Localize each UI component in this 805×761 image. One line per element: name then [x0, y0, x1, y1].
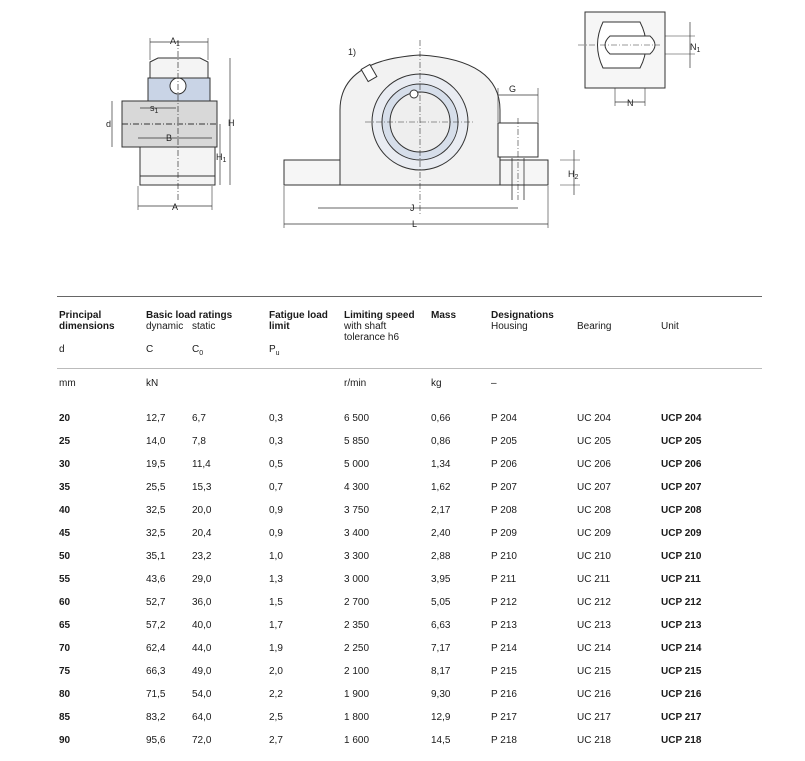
- cell-unit: UCP 209: [661, 528, 702, 539]
- cell-static: 36,0: [192, 597, 212, 608]
- cell-static: 15,3: [192, 482, 212, 493]
- header-principal: Principal dimensions: [59, 310, 115, 332]
- cell-d: 85: [59, 712, 71, 723]
- cell-speed: 1 900: [344, 689, 370, 700]
- dim-b: B: [166, 133, 173, 143]
- cell-static: 11,4: [192, 459, 211, 470]
- cell-housing: P 206: [491, 459, 517, 470]
- cell-dynamic: 52,7: [146, 597, 166, 608]
- cell-housing: P 218: [491, 735, 517, 746]
- cell-d: 45: [59, 528, 71, 539]
- cell-d: 55: [59, 574, 71, 585]
- table-mid-rule: [57, 368, 762, 369]
- cell-fatigue: 2,0: [269, 666, 283, 677]
- cell-d: 40: [59, 505, 71, 516]
- cell-dynamic: 66,3: [146, 666, 166, 677]
- cell-housing: P 211: [491, 574, 517, 585]
- dim-l: L: [412, 219, 418, 229]
- cell-d: 30: [59, 459, 71, 470]
- cell-housing: P 212: [491, 597, 517, 608]
- cell-bearing: UC 210: [577, 551, 611, 562]
- cell-dynamic: 32,5: [146, 528, 166, 539]
- table-row: [57, 458, 762, 481]
- cell-d: 65: [59, 620, 71, 631]
- header-housing: Housing: [491, 321, 528, 332]
- cell-fatigue: 0,9: [269, 505, 283, 516]
- header-unit: Unit: [661, 321, 679, 332]
- cell-unit: UCP 204: [661, 413, 702, 424]
- cell-fatigue: 0,9: [269, 528, 283, 539]
- cell-mass: 2,88: [431, 551, 451, 562]
- cell-static: 64,0: [192, 712, 212, 723]
- cell-static: 49,0: [192, 666, 212, 677]
- cell-dynamic: 43,6: [146, 574, 166, 585]
- cell-fatigue: 2,5: [269, 712, 283, 723]
- cell-mass: 7,17: [431, 643, 451, 654]
- cell-unit: UCP 205: [661, 436, 702, 447]
- cell-housing: P 215: [491, 666, 517, 677]
- cell-speed: 5 850: [344, 436, 370, 447]
- technical-drawings: [0, 0, 805, 240]
- cell-unit: UCP 214: [661, 643, 702, 654]
- header-mass: Mass: [431, 310, 457, 321]
- cell-mass: 8,17: [431, 666, 451, 677]
- cell-mass: 1,62: [431, 482, 451, 493]
- dim-n: N: [627, 98, 634, 108]
- cell-unit: UCP 207: [661, 482, 702, 493]
- cell-housing: P 209: [491, 528, 517, 539]
- cell-fatigue: 1,7: [269, 620, 283, 631]
- cell-dynamic: 12,7: [146, 413, 166, 424]
- cell-speed: 3 400: [344, 528, 370, 539]
- cell-mass: 1,34: [431, 459, 451, 470]
- cell-speed: 3 000: [344, 574, 370, 585]
- table-row: [57, 481, 762, 504]
- cell-fatigue: 0,3: [269, 413, 283, 424]
- unit-dash: –: [491, 378, 497, 389]
- cell-dynamic: 35,1: [146, 551, 166, 562]
- side-elevation-view: [284, 40, 580, 228]
- header-speed: Limiting speed with shaft tolerance h6: [344, 310, 415, 343]
- dim-h2: $H_2$: [568, 169, 579, 181]
- cell-speed: 5 000: [344, 459, 370, 470]
- cell-d: 60: [59, 597, 71, 608]
- cell-bearing: UC 207: [577, 482, 611, 493]
- table-row: [57, 711, 762, 734]
- slot-detail-view: [578, 12, 695, 106]
- cell-speed: 2 700: [344, 597, 370, 608]
- cell-bearing: UC 217: [577, 712, 611, 723]
- cell-housing: P 205: [491, 436, 517, 447]
- cell-unit: UCP 213: [661, 620, 702, 631]
- cell-static: 20,0: [192, 505, 212, 516]
- table-row: [57, 619, 762, 642]
- cell-dynamic: 71,5: [146, 689, 166, 700]
- cell-mass: 12,9: [431, 712, 451, 723]
- table-row: [57, 665, 762, 688]
- cell-housing: P 213: [491, 620, 517, 631]
- cell-mass: 5,05: [431, 597, 451, 608]
- cell-bearing: UC 204: [577, 413, 611, 424]
- cell-d: 50: [59, 551, 71, 562]
- cell-static: 23,2: [192, 551, 212, 562]
- symbol-d: d: [59, 344, 65, 355]
- cell-bearing: UC 208: [577, 505, 611, 516]
- dim-h: H: [228, 118, 235, 128]
- cell-fatigue: 0,7: [269, 482, 283, 493]
- cell-housing: P 214: [491, 643, 517, 654]
- cell-dynamic: 14,0: [146, 436, 166, 447]
- dim-n1: $N_1$: [690, 42, 701, 54]
- cell-fatigue: 1,5: [269, 597, 283, 608]
- cell-d: 80: [59, 689, 71, 700]
- cell-bearing: UC 209: [577, 528, 611, 539]
- cell-speed: 2 350: [344, 620, 370, 631]
- header-static: static: [192, 321, 216, 332]
- cell-static: 40,0: [192, 620, 212, 631]
- table-row: [57, 642, 762, 665]
- header-dynamic: dynamic: [146, 321, 184, 332]
- cell-d: 35: [59, 482, 71, 493]
- symbol-pu: $P_u$: [269, 344, 280, 357]
- table-row: [57, 527, 762, 550]
- symbol-c: C: [146, 344, 154, 355]
- cell-speed: 1 600: [344, 735, 370, 746]
- cell-static: 72,0: [192, 735, 212, 746]
- cell-d: 25: [59, 436, 71, 447]
- symbol-c0: $C_0$: [192, 344, 204, 357]
- cell-d: 70: [59, 643, 71, 654]
- cell-unit: UCP 215: [661, 666, 702, 677]
- cell-unit: UCP 216: [661, 689, 702, 700]
- dim-a: A: [172, 202, 179, 212]
- cell-dynamic: 83,2: [146, 712, 166, 723]
- unit-rmin: r/min: [344, 378, 367, 389]
- table-row: [57, 734, 762, 757]
- cell-dynamic: 32,5: [146, 505, 166, 516]
- table-top-rule: [57, 296, 762, 297]
- cell-bearing: UC 211: [577, 574, 611, 585]
- drawings-svg: [0, 0, 805, 240]
- cell-fatigue: 1,0: [269, 551, 283, 562]
- cell-speed: 6 500: [344, 413, 370, 424]
- cell-unit: UCP 218: [661, 735, 702, 746]
- cell-fatigue: 2,7: [269, 735, 283, 746]
- cell-mass: 3,95: [431, 574, 451, 585]
- cell-bearing: UC 216: [577, 689, 611, 700]
- cell-dynamic: 19,5: [146, 459, 166, 470]
- cell-static: 29,0: [192, 574, 212, 585]
- cell-speed: 3 300: [344, 551, 370, 562]
- cell-housing: P 216: [491, 689, 517, 700]
- cell-housing: P 208: [491, 505, 517, 516]
- cell-mass: 6,63: [431, 620, 451, 631]
- cell-static: 20,4: [192, 528, 212, 539]
- cell-mass: 0,86: [431, 436, 451, 447]
- note-1: 1): [348, 47, 357, 57]
- unit-kn: kN: [146, 378, 159, 389]
- cell-static: 7,8: [192, 436, 206, 447]
- cell-fatigue: 1,3: [269, 574, 283, 585]
- table-row: [57, 573, 762, 596]
- table-row: [57, 596, 762, 619]
- unit-kg: kg: [431, 378, 442, 389]
- cell-unit: UCP 210: [661, 551, 702, 562]
- dim-j: J: [410, 203, 415, 213]
- dim-g: G: [509, 84, 517, 94]
- table-row: [57, 688, 762, 711]
- cell-bearing: UC 215: [577, 666, 611, 677]
- cell-bearing: UC 212: [577, 597, 611, 608]
- cell-bearing: UC 213: [577, 620, 611, 631]
- table-row: [57, 550, 762, 573]
- cell-fatigue: 0,3: [269, 436, 283, 447]
- cell-mass: 14,5: [431, 735, 451, 746]
- cell-housing: P 204: [491, 413, 517, 424]
- table-row: [57, 504, 762, 527]
- cell-bearing: UC 206: [577, 459, 611, 470]
- cell-fatigue: 1,9: [269, 643, 283, 654]
- header-fatigue: Fatigue load limit: [269, 310, 328, 332]
- cell-unit: UCP 206: [661, 459, 702, 470]
- cell-fatigue: 2,2: [269, 689, 283, 700]
- cell-dynamic: 25,5: [146, 482, 166, 493]
- header-bearing: Bearing: [577, 321, 612, 332]
- cell-dynamic: 57,2: [146, 620, 166, 631]
- cell-speed: 1 800: [344, 712, 370, 723]
- dim-s1: $s_1$: [150, 103, 159, 115]
- cell-housing: P 217: [491, 712, 517, 723]
- cell-unit: UCP 211: [661, 574, 701, 585]
- cell-speed: 4 300: [344, 482, 370, 493]
- cell-mass: 9,30: [431, 689, 451, 700]
- cell-mass: 2,17: [431, 505, 451, 516]
- cell-bearing: UC 218: [577, 735, 611, 746]
- cell-static: 54,0: [192, 689, 212, 700]
- cell-unit: UCP 212: [661, 597, 702, 608]
- cell-static: 6,7: [192, 413, 206, 424]
- table-row: [57, 412, 762, 435]
- cell-housing: P 207: [491, 482, 517, 493]
- cell-unit: UCP 208: [661, 505, 702, 516]
- cell-d: 90: [59, 735, 71, 746]
- cell-dynamic: 95,6: [146, 735, 166, 746]
- cell-housing: P 210: [491, 551, 517, 562]
- cell-speed: 2 100: [344, 666, 370, 677]
- cell-speed: 2 250: [344, 643, 370, 654]
- dim-h1: $H_1$: [216, 152, 227, 164]
- header-basic-load: Basic load ratings dynamic static: [146, 310, 233, 332]
- front-section-view: [112, 38, 230, 210]
- cell-unit: UCP 217: [661, 712, 702, 723]
- cell-mass: 0,66: [431, 413, 451, 424]
- cell-d: 75: [59, 666, 71, 677]
- cell-dynamic: 62,4: [146, 643, 166, 654]
- table-row: [57, 435, 762, 458]
- dim-d: d: [106, 119, 112, 129]
- cell-speed: 3 750: [344, 505, 370, 516]
- dim-a1: $A_1$: [170, 36, 180, 48]
- cell-fatigue: 0,5: [269, 459, 283, 470]
- cell-bearing: UC 205: [577, 436, 611, 447]
- unit-mm: mm: [59, 378, 76, 389]
- cell-d: 20: [59, 413, 71, 424]
- cell-bearing: UC 214: [577, 643, 611, 654]
- header-designations: Designations Housing: [491, 310, 554, 332]
- cell-mass: 2,40: [431, 528, 451, 539]
- cell-static: 44,0: [192, 643, 212, 654]
